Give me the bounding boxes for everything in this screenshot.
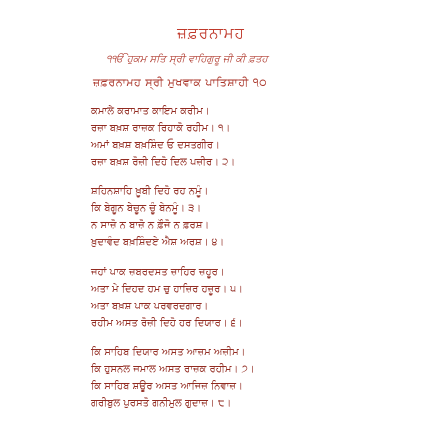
verse-line: ਅਮਾਂ ਬਖ਼ਸ਼ ਬਖ਼ਸ਼ਿੰਦ ਓ ਦਸਤਗੀਰ। — [91, 140, 220, 151]
verse-line: ਨ ਸਾਜ਼ੋ ਨ ਬਾਜ਼ੋ ਨ ਫ਼ੌਜੋ ਨ ਫ਼ਰਸ਼। — [91, 220, 210, 231]
invocation-line: ੧ੴ ਹੁਕਮ ਸਤਿ ਸ੍ਰੀ ਵਾਹਿਗੁਰੂ ਜੀ ਕੀ ਫ਼ਤਹ — [106, 54, 268, 65]
verse-line: ਗਰੀਬੁਲ ਪੁਰਸਤੋ ਗਨੀਮੁਲ ਗੁਦਾਜ਼। ੮। — [91, 398, 232, 409]
verse-line: ਕਿ ਸਾਹਿਬ ਦਿਯਾਰ ਅਸਤ ਆਜ਼ਮ ਅਜ਼ੀਮ। — [91, 347, 246, 358]
verse-line: ਕਿ ਬੇਗੂਨ ਬੇਚੂਨ ਚੂੰ ਬੇਨਮੂੰ। ੩। — [91, 203, 202, 214]
verse-line: ਕਿ ਸਾਹਿਬ ਸ਼ਊਰ ਅਸਤ ਆਜਿਜ਼ ਨਿਵਾਜ਼। — [91, 381, 243, 392]
verse-line: ਰਜ਼ਾ ਬਖ਼ਸ਼ ਰਾਜ਼ਕ ਰਿਹਾਕੋ ਰਹੀਮ। ੧। — [91, 123, 231, 134]
verse-line: ਅਤਾ ਬਖ਼ਸ਼ ਪਾਕ ਪਰਵਰਦਗਾਰ। — [91, 301, 209, 312]
verse-line: ਖ਼ੁਦਾਵੰਦ ਬਖ਼ਸ਼ਿੰਦਏ ਐਸ਼ ਅਰਸ਼। ੪। — [91, 237, 225, 248]
verse-line: ਰਜ਼ਾ ਬਖ਼ਸ਼ ਰੋਜ਼ੀ ਦਿਹੋ ਦਿਲ ਪਜ਼ੀਰ। ੨। — [91, 157, 236, 168]
stanza-4 — [91, 344, 255, 412]
verse-line: ਰਹੀਮ ਅਸਤ ਰੋਜ਼ੀ ਦਿਹੋ ਹਰ ਦਿਯਾਰ। ੬। — [91, 318, 243, 329]
verse-line: ਜਹਾਂ ਪਾਕ ਜ਼ਬਰਦਸਤ ਜ਼ਾਹਿਰ ਜ਼ਹੂਰ। — [91, 267, 225, 278]
page-title: ਜ਼ਫ਼ਰਨਾਮਹ — [177, 24, 245, 42]
verse-line: ਸ਼ਹਿਨਸ਼ਾਹਿ ਖ਼ੂਬੀ ਦਿਹੋ ਰਹ ਨਮੂੰ। — [91, 186, 209, 197]
stanza-3 — [91, 264, 243, 332]
stanza-2 — [91, 183, 224, 251]
stanza-1 — [91, 103, 235, 171]
subtitle-line: ਜ਼ਫ਼ਰਨਾਮਹ ਸ੍ਰੀ ਮੁਖਵਾਕ ਪਾਤਿਸ਼ਾਹੀ ੧੦ — [93, 76, 268, 89]
verse-line: ਅਤਾ ਮੇ ਦਿਹਦ ਹਮ ਚੁ ਹਾਜ਼ਿਰ ਹਜ਼ੂਰ। ੫। — [91, 284, 243, 295]
verse-line: ਕਿ ਹੁਸਨਲ ਜਮਾਲ ਅਸਤ ਰਾਜ਼ਕ ਰਹੀਮ। ੭। — [91, 364, 255, 375]
verse-line: ਕਮਾਲੇ ਕਰਾਮਾਤ ਕਾਇਮ ਕਰੀਮ। — [91, 106, 210, 117]
